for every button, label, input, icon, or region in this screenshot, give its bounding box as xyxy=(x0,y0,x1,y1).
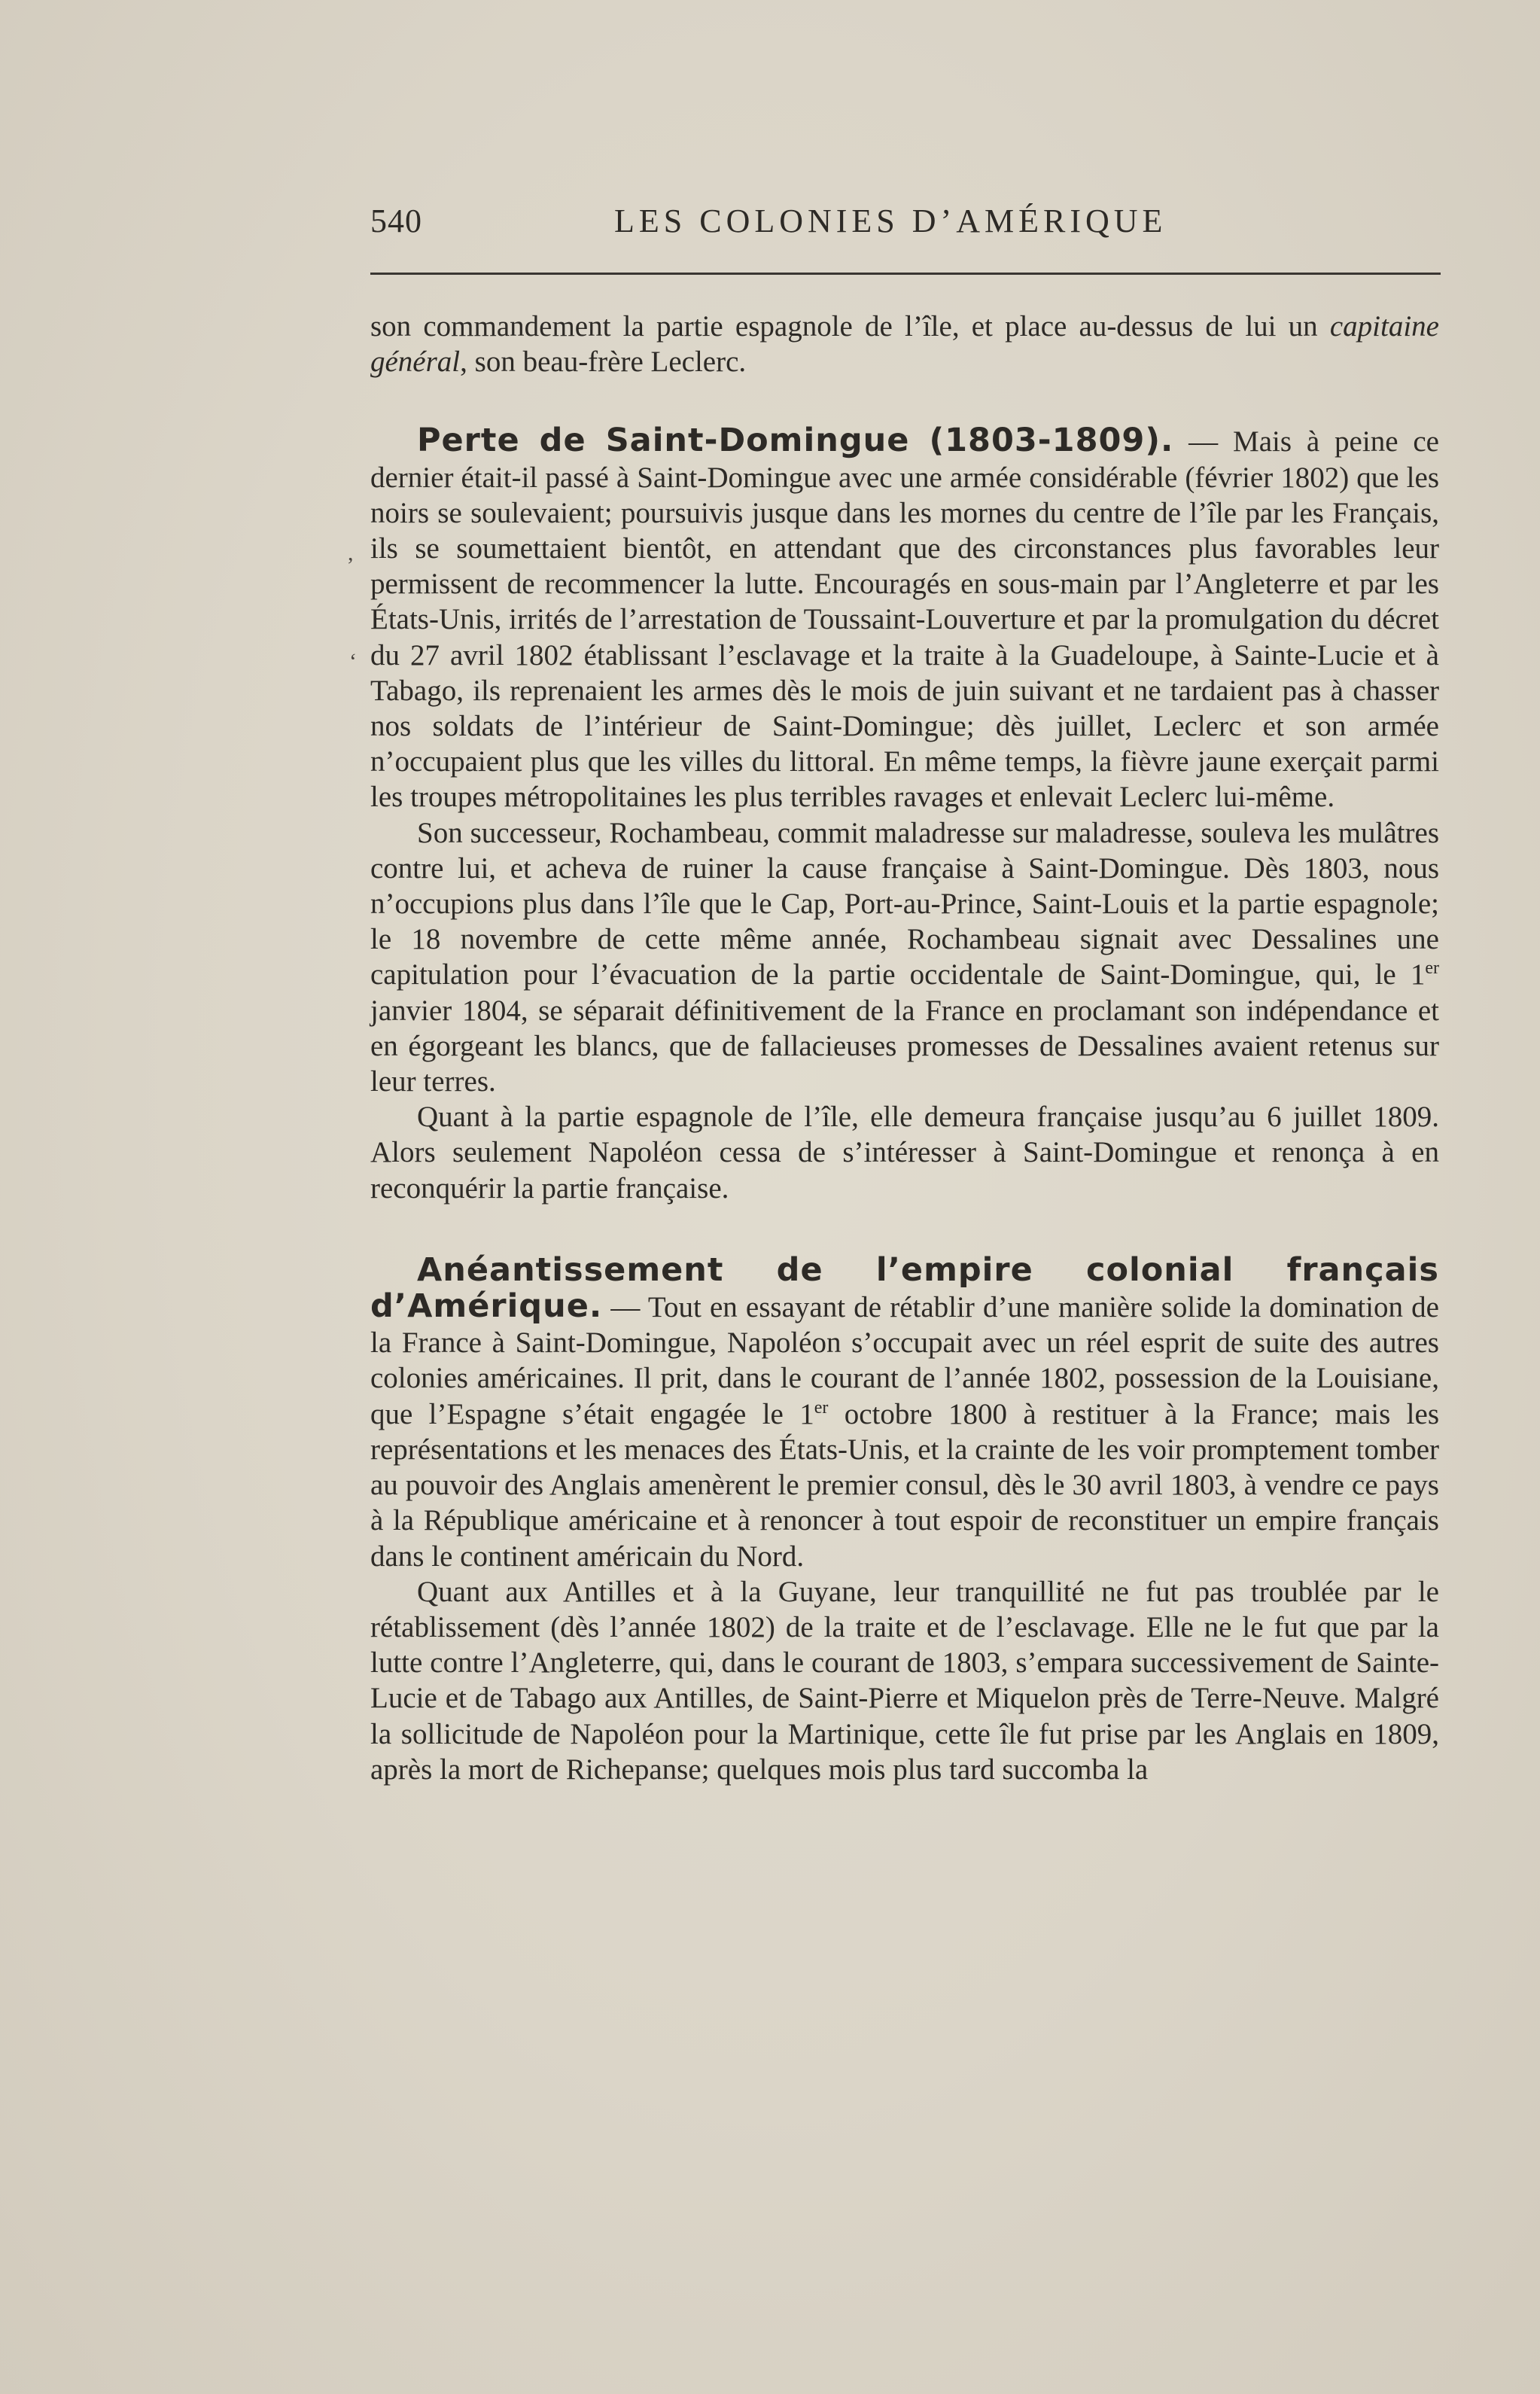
page-number: 540 xyxy=(370,203,422,239)
section-2-p1-text-end: octobre 1800 à restituer à la France; mais les représentations et les menaces des États-Unis, et la crainte de les voir promptement tomber au pouvoir des Anglais amenèrent le premier consul, dès le 30 avril 1803, à vendre ce pays à la République américaine et à renoncer à tout espoir de reconstituer un empire français dans le continent américain du Nord. xyxy=(370,1397,1439,1573)
intro-text: son commandement la partie espagnole de l’île, et place au-dessus de lui un xyxy=(370,310,1330,343)
section-1-heading: Perte de Saint-Domingue (1803-1809). xyxy=(417,422,1174,460)
section-1-paragraph-1 xyxy=(370,423,1439,815)
header-rule xyxy=(370,273,1441,275)
running-title: LES COLONIES D’AMÉRIQUE xyxy=(614,203,1167,239)
page-header xyxy=(370,202,1441,247)
section-2-p1-text: — Tout en essayant de rétablir d’une manière solide la domination de la France à Saint-Domingue, Napoléon s’occupait avec un réel esprit de suite des autres colonies américaines. Il prit, dans le courant de l’année 1802, possession de la Louisiane, que l’Espagne s’était engagée le 1 xyxy=(370,1291,1439,1430)
section-2-paragraph-1 xyxy=(370,1250,1439,1574)
section-1-p2-text: Son successeur, Rochambeau, commit maladresse sur maladresse, souleva les mulâtres contre lui, et acheva de ruiner la cause française à Saint-Domingue. Dès 1803, nous n’occupions plus dans l’île que le Cap, Port-au-Prince, Saint-Louis et la partie espagnole; le 18 novembre de cette même année, Rochambeau signait avec Dessalines une capitulation pour l’évacuation de la partie occidentale de Saint-Domingue, qui, le 1 xyxy=(370,816,1439,991)
intro-italic: capitaine général xyxy=(370,310,1439,379)
section-2-paragraph-2: Quant aux Antilles et à la Guyane, leur tranquillité ne fut pas troublée par le rétablissement (dès l’année 1802) de la traite et de l’esclavage. Elle ne le fut que par la lutte contre l’Angleterre, qui, dans le courant de 1803, s’empara successivement de Sainte-Lucie et de Tabago aux Antilles, de Saint-Pierre et Miquelon près de Terre-Neuve. Malgré la sollicitude de Napoléon pour la Martinique, cette île fut prise par les Anglais en 1809, après la mort de Richepanse; quelques mois plus tard succomba la xyxy=(370,1575,1439,1786)
intro-text-end: , son beau-frère Leclerc. xyxy=(460,346,747,379)
spacer xyxy=(370,379,1439,423)
section-1-paragraph-2 xyxy=(370,815,1439,1100)
section-2-heading: Anéantissement de l’empire colonial français d’Amérique. xyxy=(370,1250,1439,1326)
section-1-p1-body: — Mais à peine ce dernier était-il passé à Saint-Domingue avec une armée considérable (février 1802) que les noirs se soulevaient; poursuivis jusque dans les mornes du centre de l’île par les Français, ils se soumettaient bientôt, en attendant que des circonstances plus favorables leur permissent de recommencer la lutte. Encouragés en sous-main par l’Angleterre et par les États-Unis, irrités de l’arrestation de Toussaint-Louverture et par la promulgation du décret du 27 avril 1802 établissant l’esclavage et la traite à la Guadeloupe, à Sainte-Lucie et à Tabago, ils reprenaient les armes dès le mois de juin suivant et ne tardaient pas à chasser nos soldats de l’intérieur de Saint-Domingue; dès juillet, Leclerc et son armée n’occupaient plus que les villes du littoral. En même temps, la fièvre jaune exerçait parmi les troupes métropolitaines les plus terribles ravages et enlevait Leclerc lui-même. xyxy=(370,425,1439,814)
intro-paragraph xyxy=(370,309,1439,379)
margin-mark: ʻ xyxy=(349,649,357,674)
section-1-p2-text-end: janvier 1804, se séparait définitivement de la France en proclamant son indépendance et en égorgeant les blancs, que de fallacieuses promesses de Dessalines avaient retenus sur leur terres. xyxy=(370,994,1439,1098)
superscript: er xyxy=(1425,958,1439,979)
section-1-paragraph-3: Quant à la partie espagnole de l’île, elle demeura française jusqu’au 6 juillet 1809. Alors seulement Napoléon cessa de s’intéresser à Saint-Domingue et renonça à en reconquérir la partie française. xyxy=(370,1101,1439,1205)
superscript: er xyxy=(814,1397,829,1418)
spacer xyxy=(370,1206,1439,1253)
body-text xyxy=(370,309,1439,1787)
margin-mark: , xyxy=(348,541,354,565)
